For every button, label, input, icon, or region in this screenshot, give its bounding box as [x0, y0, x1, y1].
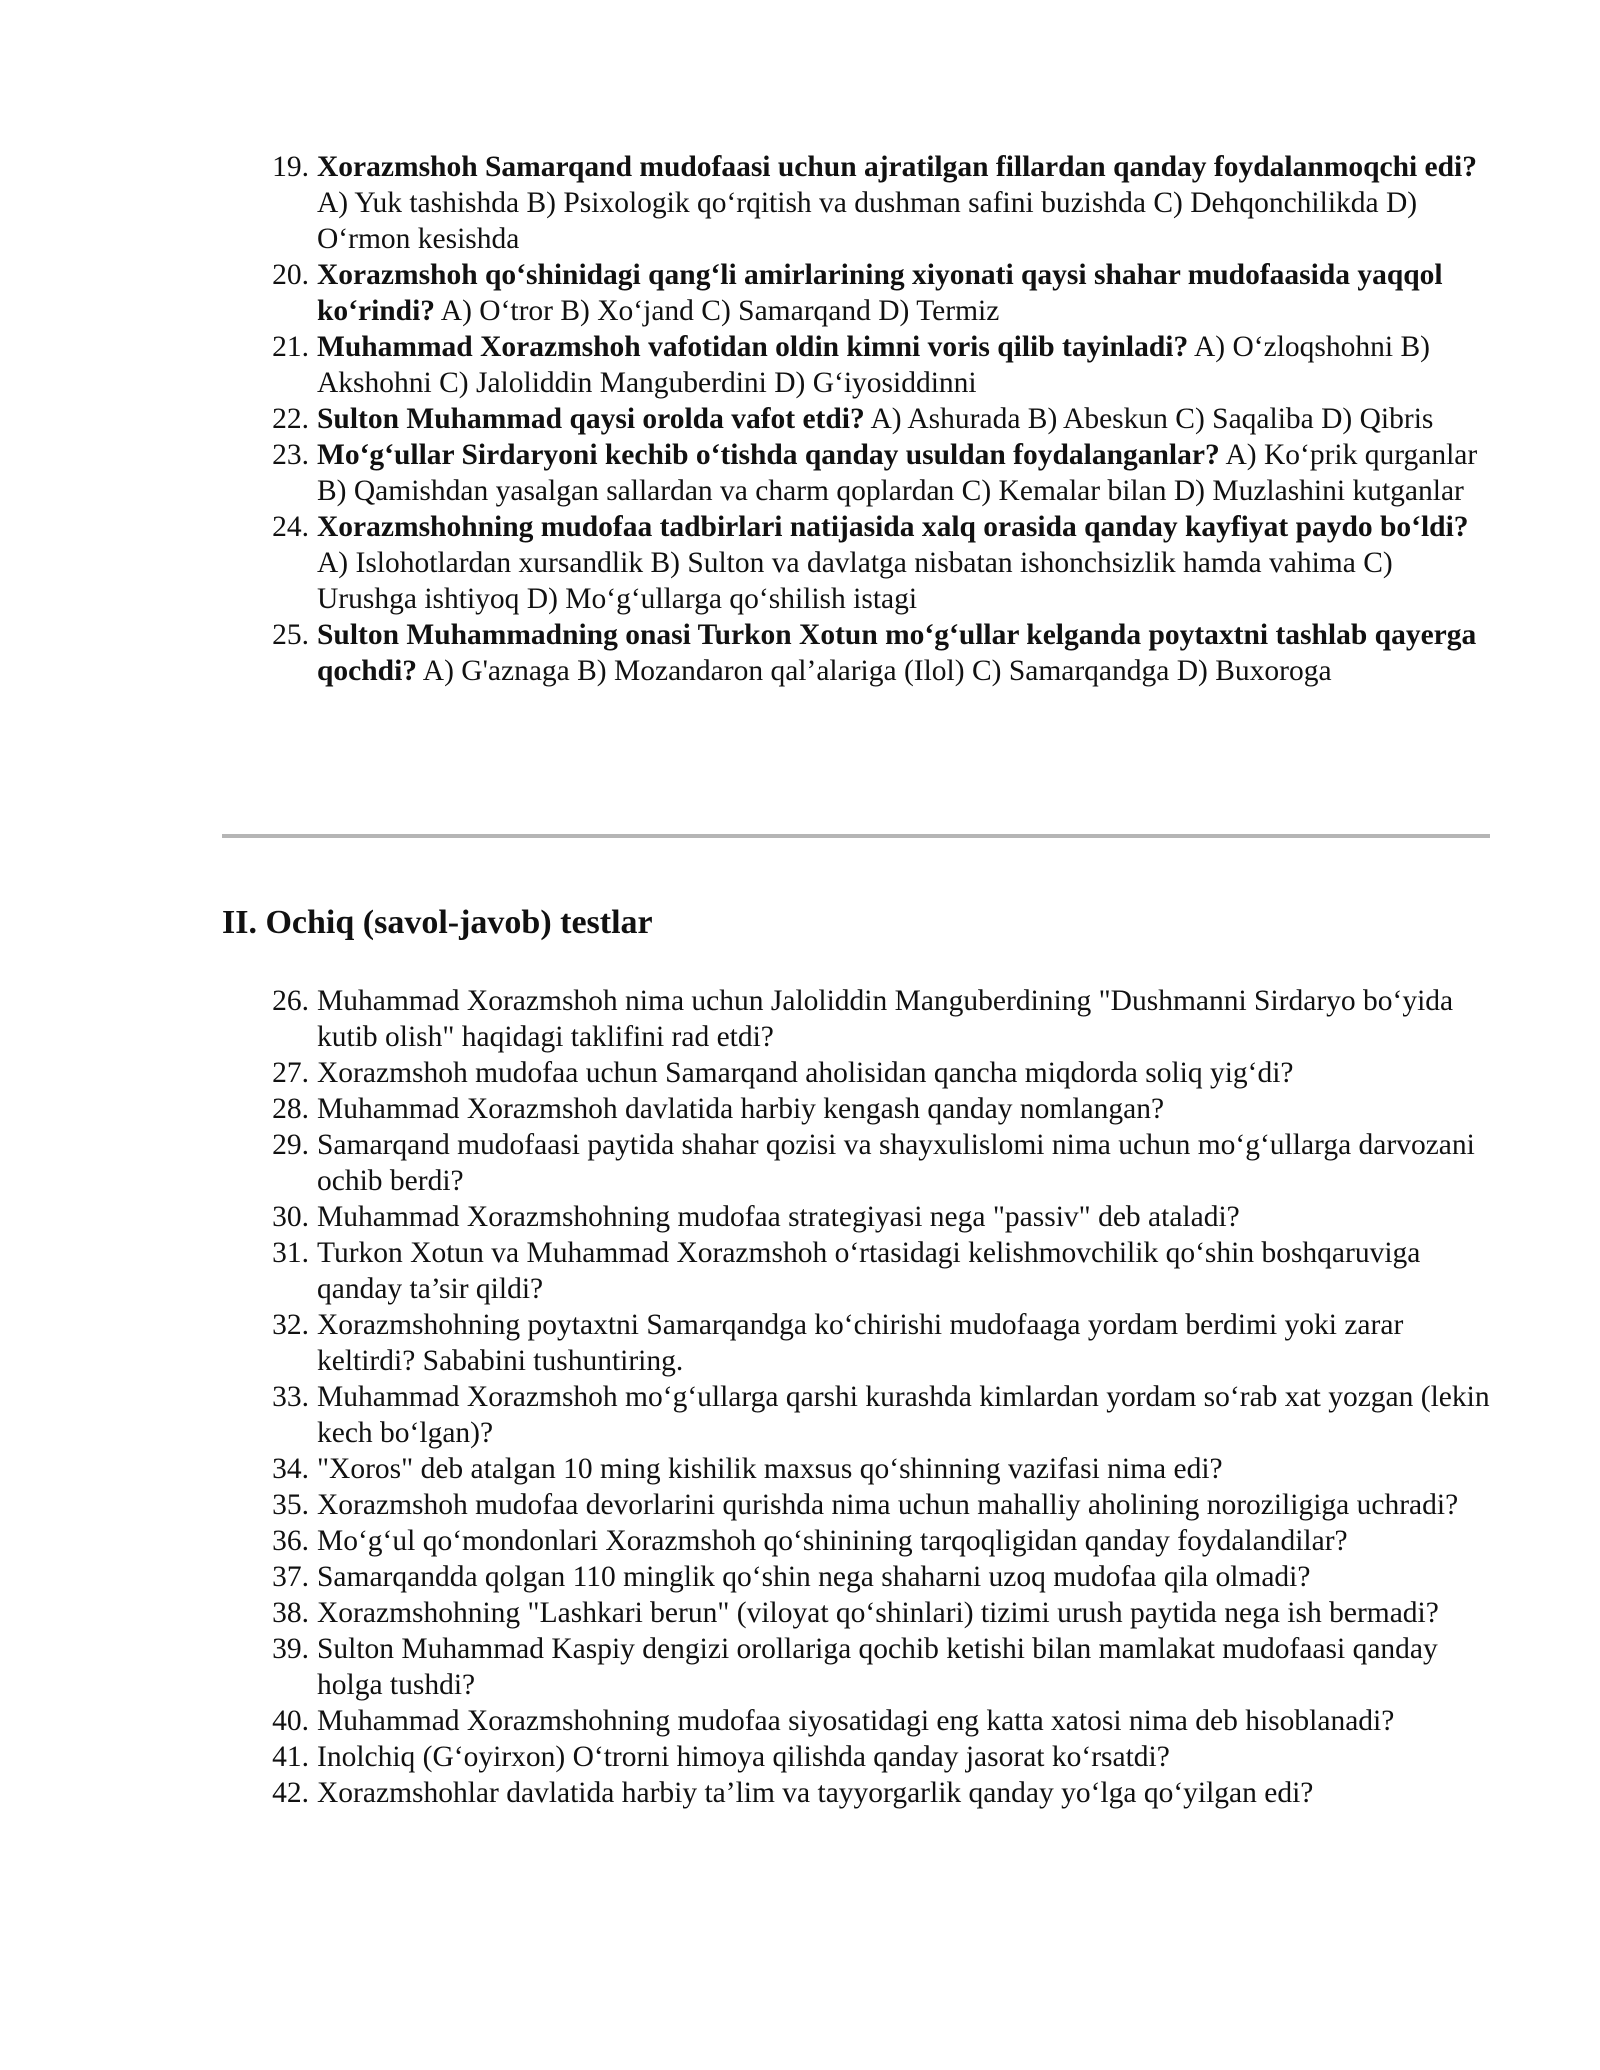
question-text: Xorazmshoh mudofaa devorlarini qurishda nima uchun mahalliy aholining noroziligiga uchradi?	[317, 1489, 1459, 1521]
list-item	[0, 437, 1497, 509]
answer-options: A) Ko‘prik qurganlar B) Qamishdan yasalgan sallardan va charm qoplardan C) Kemalar bilan D) Muzlashini kutganlar	[317, 439, 1478, 507]
answer-options: A) Ashurada B) Abeskun C) Saqaliba D) Qibris	[864, 403, 1434, 435]
question-number: 42.	[272, 1777, 309, 1809]
question-number: 28.	[272, 1093, 309, 1125]
list-item	[0, 149, 1497, 257]
question-number: 25.	[272, 619, 309, 651]
question-number: 38.	[272, 1597, 309, 1629]
question-number: 27.	[272, 1057, 309, 1089]
list-item	[0, 1235, 1497, 1307]
question-number: 40.	[272, 1705, 309, 1737]
list-item	[0, 1091, 1497, 1127]
question-number: 21.	[272, 331, 309, 363]
answer-options: A) Yuk tashishda B) Psixologik qo‘rqitish va dushman safini buzishda C) Dehqonchilikda D) O‘rmon kesishda	[317, 187, 1418, 255]
multiple-choice-list	[0, 149, 1497, 689]
question-number: 37.	[272, 1561, 309, 1593]
question-text: Muhammad Xorazmshohning mudofaa siyosatidagi eng katta xatosi nima deb hisoblanadi?	[317, 1705, 1395, 1737]
list-item	[0, 1199, 1497, 1235]
list-item	[0, 1127, 1497, 1199]
list-item	[0, 1631, 1497, 1703]
question-number: 41.	[272, 1741, 309, 1773]
question-text: Sulton Muhammad Kaspiy dengizi orollariga qochib ketishi bilan mamlakat mudofaasi qanday holga tushdi?	[317, 1633, 1438, 1701]
question-number: 26.	[272, 985, 309, 1017]
list-item	[0, 1307, 1497, 1379]
question-text: Xorazmshohning "Lashkari berun" (viloyat qo‘shinlari) tizimi urush paytida nega ish bermadi?	[317, 1597, 1439, 1629]
question-text: Xorazmshohlar davlatida harbiy ta’lim va tayyorgarlik qanday yo‘lga qo‘yilgan edi?	[317, 1777, 1314, 1809]
question-text: Mo‘g‘ullar Sirdaryoni kechib o‘tishda qanday usuldan foydalanganlar?	[317, 439, 1220, 471]
list-item	[0, 1451, 1497, 1487]
question-number: 32.	[272, 1309, 309, 1341]
question-text: Muhammad Xorazmshohning mudofaa strategiyasi nega "passiv" deb ataladi?	[317, 1201, 1240, 1233]
question-text: Xorazmshoh Samarqand mudofaasi uchun ajratilgan fillardan qanday foydalanmoqchi edi?	[317, 151, 1478, 183]
question-number: 19.	[272, 151, 309, 183]
question-text: Muhammad Xorazmshoh davlatida harbiy kengash qanday nomlangan?	[317, 1093, 1165, 1125]
question-number: 33.	[272, 1381, 309, 1413]
question-text: Samarqandda qolgan 110 minglik qo‘shin nega shaharni uzoq mudofaa qila olmadi?	[317, 1561, 1311, 1593]
question-number: 34.	[272, 1453, 309, 1485]
list-item	[0, 1487, 1497, 1523]
list-item	[0, 1523, 1497, 1559]
question-text: Inolchiq (G‘oyirxon) O‘trorni himoya qilishda qanday jasorat ko‘rsatdi?	[317, 1741, 1170, 1773]
list-item	[0, 1559, 1497, 1595]
question-text: Xorazmshoh mudofaa uchun Samarqand aholisidan qancha miqdorda soliq yig‘di?	[317, 1057, 1294, 1089]
list-item	[0, 1379, 1497, 1451]
question-number: 35.	[272, 1489, 309, 1521]
list-item	[0, 257, 1497, 329]
section-heading: II. Ochiq (savol-javob) testlar	[222, 904, 653, 941]
question-text: Mo‘g‘ul qo‘mondonlari Xorazmshoh qo‘shinining tarqoqligidan qanday foydalandilar?	[317, 1525, 1348, 1557]
list-item	[0, 983, 1497, 1055]
question-number: 20.	[272, 259, 309, 291]
question-text: Turkon Xotun va Muhammad Xorazmshoh o‘rtasidagi kelishmovchilik qo‘shin boshqaruviga qanday ta’sir qildi?	[317, 1237, 1421, 1305]
question-number: 23.	[272, 439, 309, 471]
list-item	[0, 1595, 1497, 1631]
question-number: 30.	[272, 1201, 309, 1233]
question-text: Muhammad Xorazmshoh vafotidan oldin kimni voris qilib tayinladi?	[317, 331, 1189, 363]
question-number: 39.	[272, 1633, 309, 1665]
question-text: Sulton Muhammad qaysi orolda vafot etdi?	[317, 403, 865, 435]
list-item	[0, 617, 1497, 689]
list-item	[0, 329, 1497, 401]
answer-options: A) G'aznaga B) Mozandaron qal’alariga (Ilol) C) Samarqandga D) Buxoroga	[417, 655, 1332, 687]
question-text: Muhammad Xorazmshoh nima uchun Jaloliddin Manguberdining "Dushmanni Sirdaryo bo‘yida kutib olish" haqidagi taklifini rad etdi?	[317, 985, 1454, 1053]
question-text: Samarqand mudofaasi paytida shahar qozisi va shayxulislomi nima uchun mo‘g‘ullarga darvozani ochib berdi?	[317, 1129, 1475, 1197]
question-text: Xorazmshohning mudofaa tadbirlari natijasida xalq orasida qanday kayfiyat paydo bo‘ldi?	[317, 511, 1469, 543]
question-number: 36.	[272, 1525, 309, 1557]
question-text: Xorazmshohning poytaxtni Samarqandga ko‘chirishi mudofaaga yordam berdimi yoki zarar keltirdi? Sababini tushuntiring.	[317, 1309, 1404, 1377]
open-questions-list	[0, 983, 1497, 1811]
list-item	[0, 1055, 1497, 1091]
question-text: Muhammad Xorazmshoh mo‘g‘ullarga qarshi kurashda kimlardan yordam so‘rab xat yozgan (lekin kech bo‘lgan)?	[317, 1381, 1490, 1449]
question-number: 29.	[272, 1129, 309, 1161]
question-number: 22.	[272, 403, 309, 435]
question-text: "Xoros" deb atalgan 10 ming kishilik maxsus qo‘shinning vazifasi nima edi?	[317, 1453, 1223, 1485]
list-item	[0, 1775, 1497, 1811]
list-item	[0, 1703, 1497, 1739]
list-item	[0, 401, 1497, 437]
question-text: Xorazmshoh qo‘shinidagi qang‘li amirlarining xiyonati qaysi shahar mudofaasida yaqqol ko‘rindi?	[317, 259, 1443, 327]
answer-options: A) O‘tror B) Xo‘jand C) Samarqand D) Termiz	[435, 295, 1000, 327]
question-number: 31.	[272, 1237, 309, 1269]
answer-options: A) Islohotlardan xursandlik B) Sulton va davlatga nisbatan ishonchsizlik hamda vahima C) Urushga ishtiyoq D) Mo‘g‘ullarga qo‘shilish istagi	[317, 547, 1393, 615]
horizontal-divider	[222, 834, 1490, 838]
question-text: Sulton Muhammadning onasi Turkon Xotun mo‘g‘ullar kelganda poytaxtni tashlab qayerga qochdi?	[317, 619, 1477, 687]
list-item	[0, 509, 1497, 617]
question-number: 24.	[272, 511, 309, 543]
answer-options: A) O‘zloqshohni B) Akshohni C) Jaloliddin Manguberdini D) G‘iyosiddinni	[317, 331, 1430, 399]
list-item	[0, 1739, 1497, 1775]
